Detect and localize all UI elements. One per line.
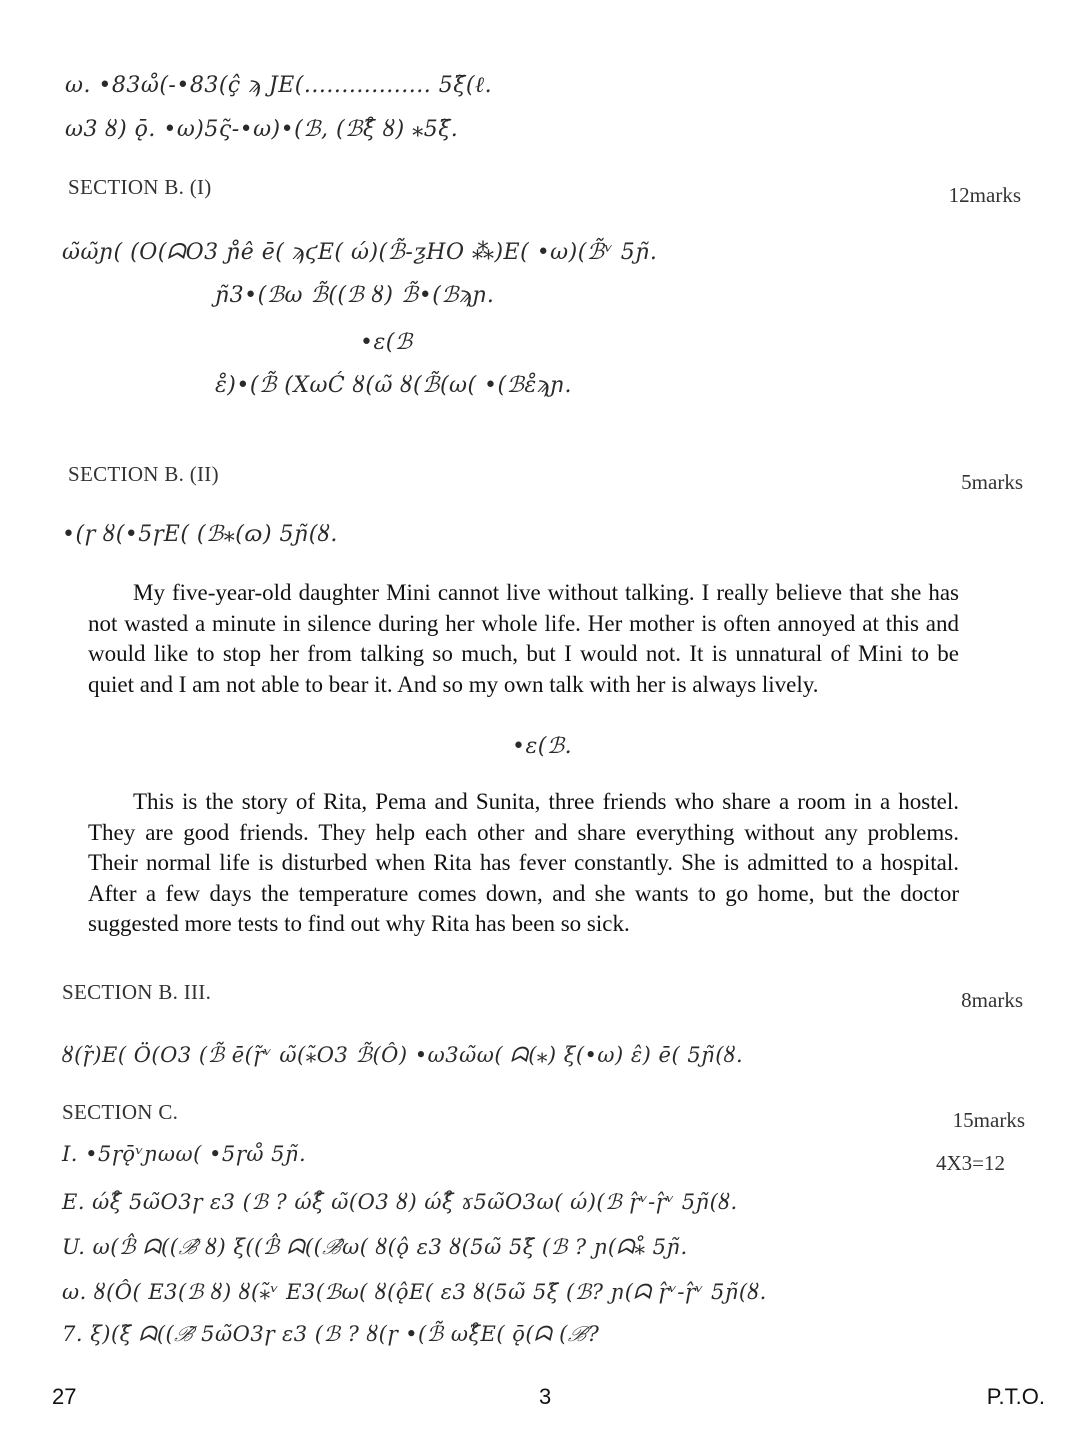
passage-1: My five-year-old daughter Mini cannot live without talking. I really believe that she has not wasted a minute in silence during her whole life. Her mother is often annoyed at this and would like to stop her from talking so much, but I would not. It is unnatural of Mini to be quiet and I am not able to bear it. And so my own talk with her is always lively. (88, 580, 959, 697)
script-line-1: ω. •83ω̊(-•83(ç̂ ϡ JE(................. 5ξ̃(ℓ. (65, 73, 493, 98)
section-c-marks: 15marks (952, 1108, 1025, 1132)
section-b3-instruction: ȣ(ɼ̃)E( Ö(O3 (ℬ̃ ē(ɼ̃ᵛ ω̃(⁎̃O3 ℬ̃(Ô) •ω3ω̃ω( ᗣ(⁎) ξ(•ω) ɛ̂) ē( 5ɲ̃(ȣ. (62, 1043, 744, 1067)
section-b2-title: SECTION B. (II) (68, 462, 219, 486)
footer-page-number: 3 (539, 1384, 552, 1409)
section-b3-title: SECTION B. III. (62, 980, 212, 1004)
section-c-item-4: ω. ȣ(Ô( E3(ℬ ȣ) ȣ(⁎̃ᵛ E3(ℬω( ȣ(ǫ̂E( ɛ3 ȣ(5ω̃ 5ξ̃ (ℬ? ɲ(ᗣ ɼ̂ᵛ-ɼ̂ᵛ 5ɲ̃(ȣ. (62, 1280, 767, 1304)
section-b2-instruction: •(ɼ ȣ(•5ɼE( (ℬ⁎(ɷ) 5ɲ̃(ȣ. (62, 522, 338, 547)
section-b1-marks: 12marks (948, 183, 1021, 207)
footer-code: 27 (52, 1384, 77, 1409)
script-line-2: ω3 ȣ) ǭ. •ω)5ς̃-•ω)•(ℬ, (ℬξ̊ ȣ) ⁎5ξ̃. (65, 117, 459, 142)
footer-pto: P.T.O. (986, 1384, 1045, 1409)
section-c-item-2: E. ώξ̊ 5ω̃O3ɼ ɛ3 (ℬ ? ώξ̊ ω̃(O3 ȣ) ώξ̊ ɤ5ω̃O3ω( ώ)(ℬ ɼ̂ᵛ-ɼ̂ᵛ 5ɲ̃(ȣ. (62, 1190, 738, 1214)
section-c-item-3: U. ω(ℬ̂ ᗣ((ℬ̂ ȣ) ξ((ℬ̂ ᗣ((ℬ̂ω( ȣ(ǫ̂ ɛ3 ȣ(5ω̃ 5ξ̃ (ℬ ? ɲ(ᗣ⁎̊ 5ɲ̃. (62, 1235, 688, 1259)
passage-2: This is the story of Rita, Pema and Sunita, three friends who share a room in a hostel. They are good friends. They help each other and share everything without any problems. Their normal life is disturbed when Rita has fever constantly. She is admitted to a hospital. After a few days the temperature comes down, and she wants to go home, but the doctor suggested more tests to find out why Rita has been so sick. (88, 789, 959, 937)
section-b1-line-2: ɲ̃3•(ℬω ℬ̃((ℬ ȣ) ℬ̃•(ℬϡɲ. (215, 283, 495, 308)
section-b1-line-3: •ɛ(ℬ (360, 330, 413, 355)
section-b1-line-4: ɛ̊)•(ℬ̃ (XωĆ ȣ(ω̃ ȣ(ℬ̃(ω( •(ℬɛ̊ϡɲ. (215, 373, 573, 398)
section-b1-line-1: ω̃ω̃ɲ( (O(ᗣO3 ɲ̊ê ē( ϡϛE( ώ)(ℬ̃-ƺHO ⁂)E( •ω)(ℬ̃ᵛ 5ɲ̃. (62, 240, 658, 265)
section-c-title: SECTION C. (62, 1100, 179, 1124)
or-label: •ɛ(ℬ. (512, 734, 573, 759)
section-c-item-1: I. •5ɼǭᵛɲωω( •5ɼω̊ 5ɲ̃. (62, 1142, 307, 1166)
section-c-item-5: 7. ξ)(ξ̃ ᗣ((ℬ̃ 5ω̃O3ɼ ɛ3 (ℬ ? ȣ(ɼ •(ℬ̃ ωξ̊E( ǭ(ᗣ (ℬ? (62, 1322, 600, 1346)
section-b3-marks: 8marks (961, 988, 1023, 1012)
section-b1-title: SECTION B. (I) (68, 175, 212, 199)
section-c-sub-marks: 4X3=12 (935, 1151, 1005, 1175)
section-b2-marks: 5marks (961, 470, 1023, 494)
